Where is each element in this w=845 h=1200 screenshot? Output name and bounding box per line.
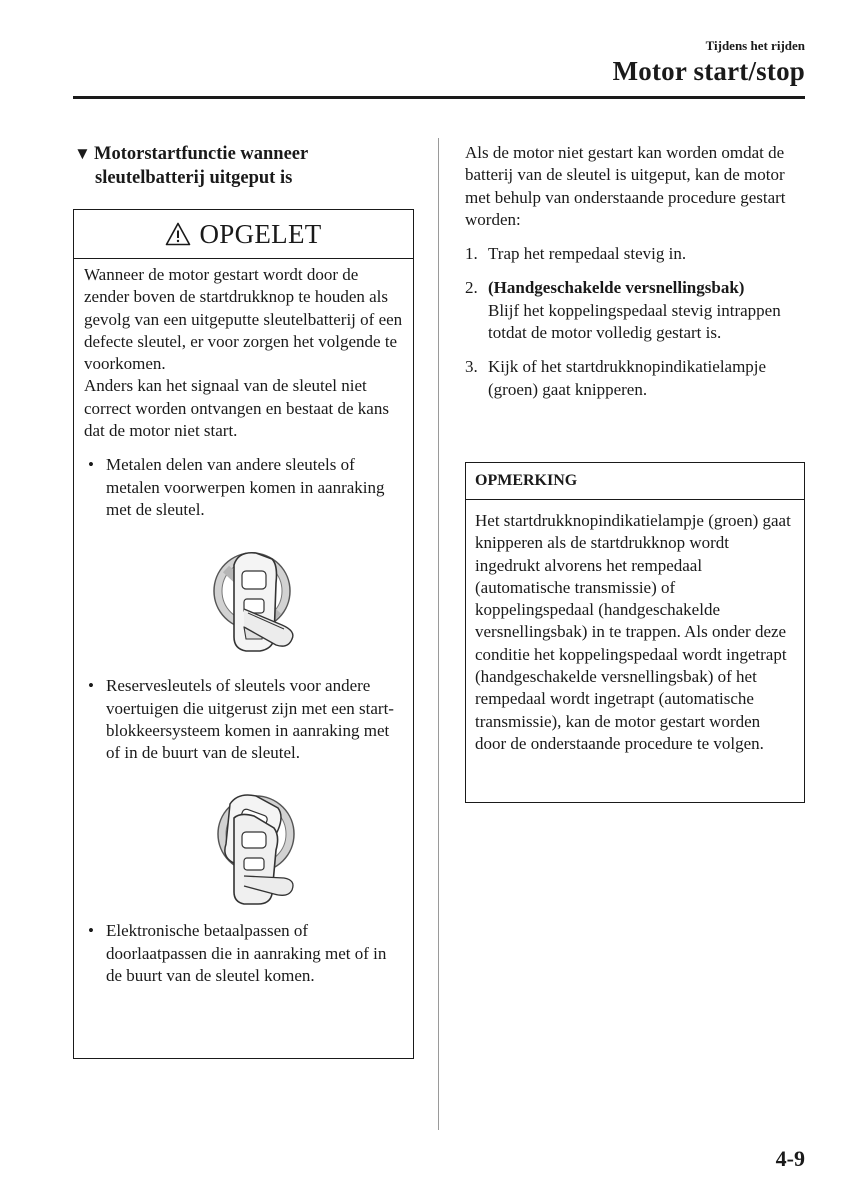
bullet-text: Metalen delen van andere sleutels of metalen voorwerpen komen in aanraking met de sleutel.: [106, 455, 385, 519]
warning-triangle-icon: [165, 222, 191, 246]
page-number: 4-9: [775, 1146, 805, 1171]
bullet-text: Elektronische betaalpassen of doorlaatpassen die in aanraking met of in de buurt van de sleutel komen.: [106, 921, 387, 986]
column-divider: [438, 138, 439, 1130]
note-title: OPMERKING: [466, 463, 804, 500]
step-number: 1.: [465, 244, 478, 264]
note-body: Het startdrukknopindikatielampje (groen) gaat knipperen als de startdrukknop wordt ingedrukt alvorens het rempedaal (automatische transmissie) of koppelingspedaal (handgeschakelde versnellingsbak) in te trappen. Als onder deze conditie het koppelingspedaal wordt ingetrapt (handgeschakelde versnellingsbak) of het rempedaal wordt ingetrapt (automatische transmissie), kan de motor gestart worden door de onderstaande procedure te volgen.: [475, 511, 791, 753]
bullet-icon: •: [88, 455, 94, 475]
step-text: Blijf het koppelingspedaal stevig intrappen totdat de motor volledig gestart is.: [488, 300, 781, 343]
caution-title: OPGELET: [199, 218, 322, 249]
page-title: Motor start/stop: [612, 56, 805, 86]
step-condition: (Handgeschakelde versnellingsbak): [488, 278, 745, 298]
caution-body: [74, 259, 413, 987]
caution-bullet: [84, 454, 403, 521]
caution-header: [74, 210, 413, 259]
two-keys-illustration: [204, 788, 314, 908]
section-heading: [74, 142, 404, 190]
key-with-metal-illustration: [204, 543, 314, 663]
bullet-icon: •: [88, 676, 94, 696]
bullet-text: Reservesleutels of sleutels voor andere voertuigen die uitgerust zijn met een start-blokkeersysteem komen in aanraking met of in de buurt van de sleutel.: [106, 676, 394, 763]
section-heading-line1: Motorstartfunctie wanneer: [94, 144, 309, 164]
step-number: 3.: [465, 357, 478, 377]
caution-box: [73, 209, 414, 1059]
caution-paragraph-2: Anders kan het signaal van de sleutel niet correct worden ontvangen en bestaat de kans dat de motor niet start.: [84, 376, 389, 441]
section-heading-line2: sleutelbatterij uitgeput is: [95, 168, 293, 188]
bullet-icon: •: [88, 921, 94, 941]
header-section: Tijdens het rijden: [705, 38, 805, 53]
procedure-step: [465, 356, 805, 401]
caution-bullet: [84, 920, 403, 987]
triangle-marker-icon: ▼: [74, 144, 91, 163]
procedure-step: [465, 277, 805, 344]
right-column: [465, 142, 805, 401]
header-rule: [73, 96, 805, 99]
intro-paragraph: Als de motor niet gestart kan worden omdat de batterij van de sleutel is uitgeput, kan de motor met behulp van onderstaande procedure gestart worden:: [465, 143, 786, 229]
step-number: 2.: [465, 278, 478, 298]
procedure-step: [465, 243, 805, 265]
note-box: [465, 462, 805, 803]
caution-paragraph-1: Wanneer de motor gestart wordt door de zender boven de startdrukknop te houden als gevolg van een uitgeputte sleutelbatterij of een defecte sleutel, er voor zorgen het volgende te voorkomen.: [84, 265, 403, 374]
step-text: Kijk of het startdrukknopindikatielampje (groen) gaat knipperen.: [488, 357, 767, 399]
caution-bullet: [84, 675, 403, 764]
step-text: Trap het rempedaal stevig in.: [488, 244, 687, 264]
